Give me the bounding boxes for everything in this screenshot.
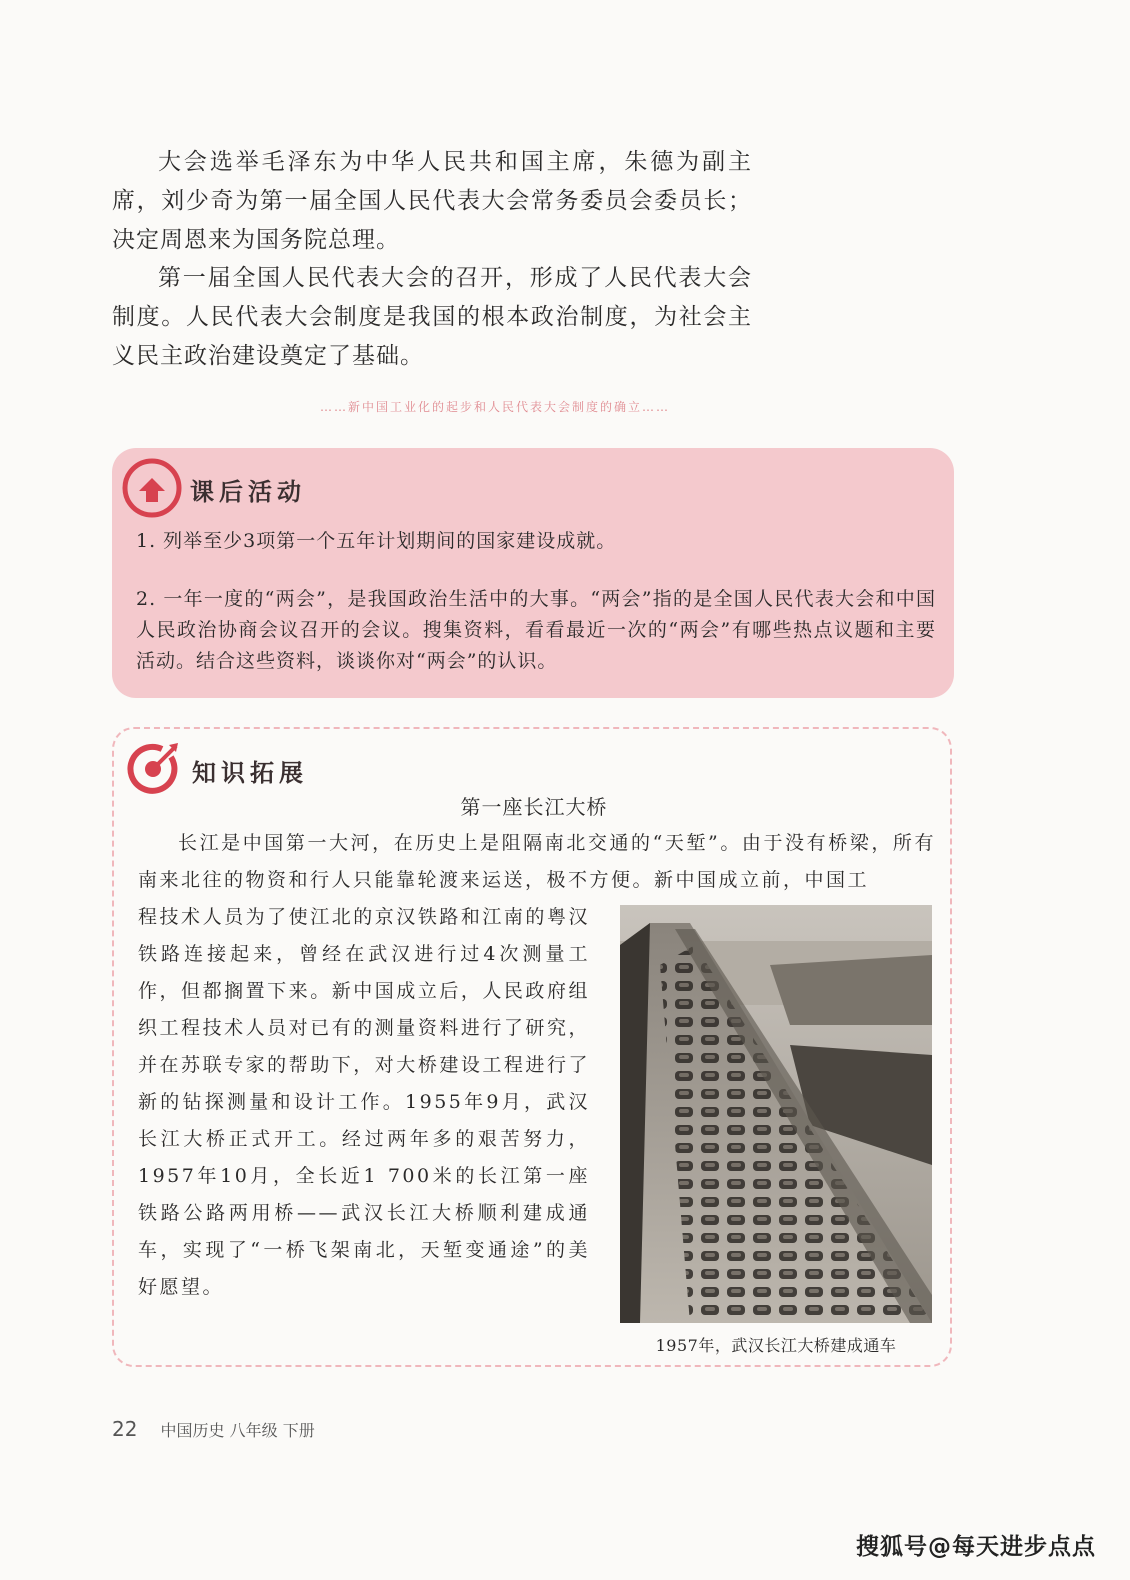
- activity-item-2: 2. 一年一度的“两会”，是我国政治生活中的大事。“两会”指的是全国人民代表大会和中国人民政治协商会议召开的会议。搜集资料，看看最近一次的“两会”有哪些热点议题和主要活动。结合这些资料，谈谈你对“两会”的认识。: [136, 588, 936, 672]
- page-footer: [112, 1417, 315, 1441]
- body-paragraph-2: 第一届全国人民代表大会的召开，形成了人民代表大会制度。人民代表大会制度是我国的根本政治制度，为社会主义民主政治建设奠定了基础。: [112, 265, 752, 369]
- watermark: 搜狐号@每天进步点点: [856, 1534, 1096, 1560]
- extension-title: 知识拓展: [192, 759, 308, 787]
- book-title: 中国历史 八年级 下册: [160, 1421, 315, 1440]
- activity-item-1: 1. 列举至少3项第一个五年计划期间的国家建设成就。: [136, 530, 617, 552]
- article-body: 程技术人员为了使江北的京汉铁路和江南的粤汉铁路连接起来，曾经在武汉进行过4次测量工作，但都搁置下来。新中国成立后，人民政府组织工程技术人员对已有的测量资料进行了研究，并在苏联专家的帮助下，对大桥建设工程进行了新的钻探测量和设计工作。1955年9月，武汉长江大桥正式开工。经过两年多的艰苦努力，1957年10月，全长近1 700米的长江第一座铁路公路两用桥——武汉长江大桥顺利建成通车，实现了“一桥飞架南北，天堑变通途”的美好愿望。: [138, 906, 590, 1298]
- photo-caption: 1957年，武汉长江大桥建成通车: [655, 1336, 897, 1355]
- body-paragraph-1: 大会选举毛泽东为中华人民共和国主席，朱德为副主席，刘少奇为第一届全国人民代表大会常务委员会委员长；决定周恩来为国务院总理。: [112, 149, 752, 253]
- page-number: 22: [112, 1417, 138, 1441]
- activity-icon: [122, 458, 182, 518]
- target-arrow-icon: [124, 739, 184, 799]
- knowledge-extension-box: [112, 727, 952, 1367]
- article-title: 第一座长江大桥: [460, 795, 608, 819]
- activity-title: 课后活动: [190, 478, 306, 506]
- activity-box: [112, 448, 954, 698]
- section-motto: ……新中国工业化的起步和人民代表大会制度的确立……: [320, 400, 671, 414]
- article-intro: 长江是中国第一大河，在历史上是阻隔南北交通的“天堑”。由于没有桥梁，所有南来北往的物资和行人只能靠轮渡来运送，极不方便。新中国成立前，中国工: [138, 832, 936, 891]
- bridge-photo: [620, 905, 932, 1323]
